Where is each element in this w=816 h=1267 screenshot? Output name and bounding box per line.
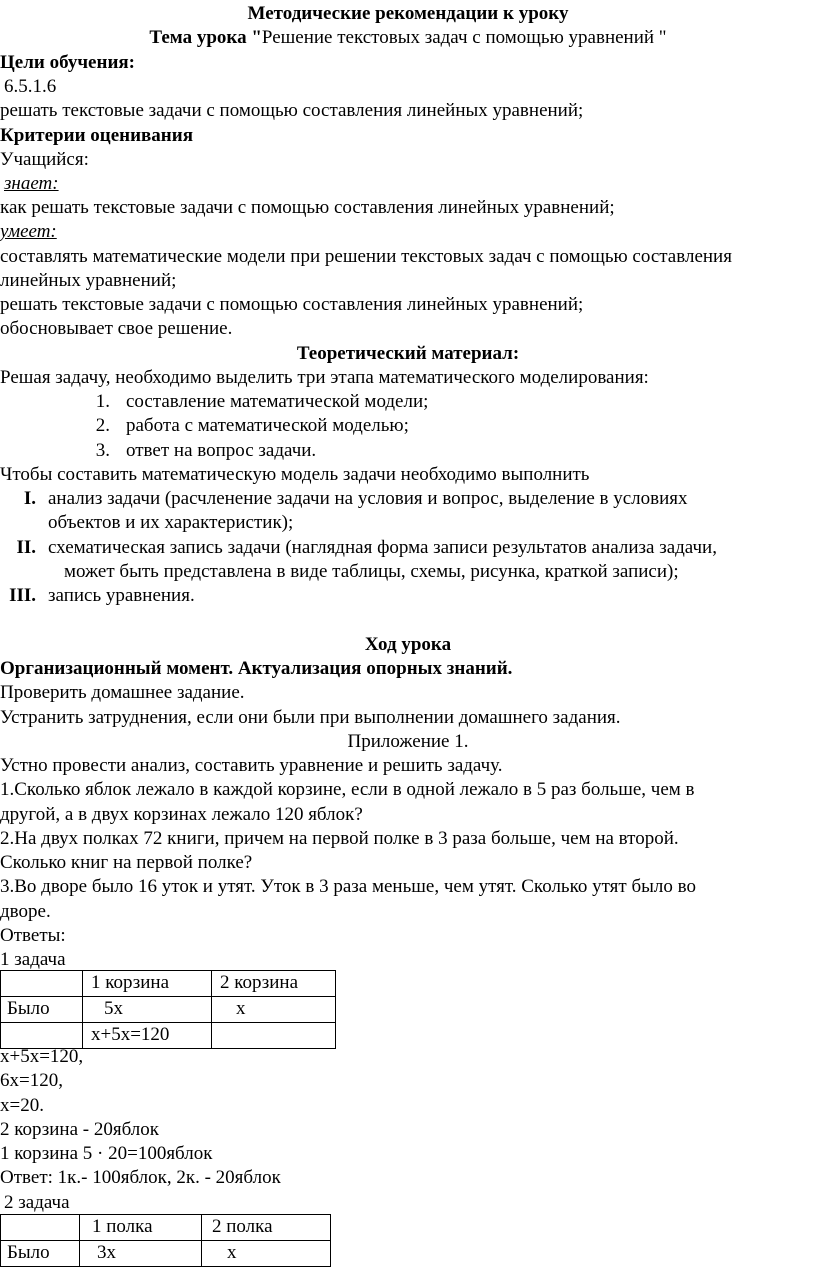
- table-cell: x+5x=120: [83, 1023, 212, 1049]
- table-cell: 2 корзина: [212, 971, 336, 997]
- topic-label: Тема урока ": [149, 27, 262, 48]
- table-cell: 1 полка: [80, 1215, 202, 1241]
- item-number: III.: [9, 585, 36, 606]
- task1-label: 1 задача: [0, 949, 66, 970]
- goal-text: решать текстовые задачи с помощью составления линейных уравнений;: [0, 100, 584, 121]
- step-text: составление математической модели;: [126, 391, 429, 412]
- solution-line: 2 корзина - 20яблок: [0, 1119, 159, 1140]
- table-cell: Было: [1, 1241, 80, 1267]
- lesson-stage: Организационный момент. Актуализация опорных знаний.: [0, 658, 513, 679]
- table-row: [1, 997, 336, 1023]
- item-text: схематическая запись задачи (наглядная форма записи результатов анализа задачи,: [48, 537, 717, 558]
- table-row: [1, 1241, 331, 1267]
- task-text: 3.Во дворе было 16 уток и утят. Уток в 3 раза меньше, чем утят. Сколько утят было во: [0, 876, 696, 897]
- goals-heading: Цели обучения:: [0, 52, 135, 73]
- task1-table: [0, 970, 336, 1049]
- item-text: может быть представлена в виде таблицы, схемы, рисунка, краткой записи);: [64, 561, 679, 582]
- table-cell: x: [212, 997, 336, 1023]
- table-cell: 2 полка: [202, 1215, 331, 1241]
- table-row: [1, 1215, 331, 1241]
- can-text-3: решать текстовые задачи с помощью составления линейных уравнений;: [0, 294, 584, 315]
- task-text: Сколько книг на первой полке?: [0, 852, 253, 873]
- theory-intro: Решая задачу, необходимо выделить три этапа математического моделирования:: [0, 367, 649, 388]
- task-text: 2.На двух полках 72 книги, причем на первой полке в 3 раза больше, чем на второй.: [0, 828, 679, 849]
- lesson-topic: [0, 26, 816, 50]
- can-text-4: обосновывает свое решение.: [0, 318, 233, 339]
- table-cell: [1, 971, 83, 997]
- solution-line: 1 корзина 5 · 20=100яблок: [0, 1143, 213, 1164]
- knows-label: знает:: [4, 173, 59, 194]
- can-text-2: линейных уравнений;: [0, 270, 177, 291]
- item-text: объектов и их характеристик);: [48, 512, 294, 533]
- lesson-heading: Ход урока: [364, 634, 452, 655]
- lesson-line: Проверить домашнее задание.: [0, 682, 245, 703]
- can-text-1: составлять математические модели при решении текстовых задач с помощью составления: [0, 246, 732, 267]
- solution-line: x+5x=120,: [0, 1046, 84, 1067]
- task2-table: [0, 1214, 331, 1267]
- criteria-student: Учащийся:: [0, 149, 89, 170]
- item-text: запись уравнения.: [48, 585, 195, 606]
- item-number: I.: [23, 488, 36, 509]
- table-cell: 1 корзина: [83, 971, 212, 997]
- table-cell: [1, 1215, 80, 1241]
- step-text: ответ на вопрос задачи.: [126, 440, 317, 461]
- lesson-line: Устранить затруднения, если они были при выполнении домашнего задания.: [0, 707, 621, 728]
- table-cell: 3x: [80, 1241, 202, 1267]
- criteria-heading: Критерии оценивания: [0, 125, 193, 146]
- step-number: 2.: [95, 415, 110, 436]
- solution-line: x=20.: [0, 1095, 44, 1116]
- answers-label: Ответы:: [0, 925, 66, 946]
- goal-code: 6.5.1.6: [4, 76, 57, 97]
- table-cell: 5x: [83, 997, 212, 1023]
- solution-line: Ответ: 1к.- 100яблок, 2к. - 20яблок: [0, 1167, 281, 1188]
- can-label: умеет:: [0, 221, 57, 242]
- item-number: II.: [16, 537, 36, 558]
- document-title: Методические рекомендации к уроку: [247, 3, 569, 24]
- task2-label: 2 задача: [4, 1192, 70, 1213]
- table-cell: x: [202, 1241, 331, 1267]
- table-cell: [212, 1023, 336, 1049]
- theory-heading: Теоретический материал:: [296, 343, 520, 364]
- topic-text: Решение текстовых задач с помощью уравнений ": [261, 27, 667, 48]
- task-text: 1.Сколько яблок лежало в каждой корзине, если в одной лежало в 5 раз больше, чем в: [0, 779, 695, 800]
- item-text: анализ задачи (расчленение задачи на условия и вопрос, выделение в условиях: [48, 488, 688, 509]
- table-cell: Было: [1, 997, 83, 1023]
- task-text: дворе.: [0, 901, 51, 922]
- task-text: другой, а в двух корзинах лежало 120 яблок?: [0, 804, 363, 825]
- step-text: работа с математической моделью;: [126, 415, 409, 436]
- step-number: 3.: [95, 440, 110, 461]
- step-number: 1.: [95, 391, 110, 412]
- task-intro: Устно провести анализ, составить уравнение и решить задачу.: [0, 755, 503, 776]
- appendix-label: Приложение 1.: [347, 731, 469, 752]
- table-row: [1, 971, 336, 997]
- knows-text: как решать текстовые задачи с помощью составления линейных уравнений;: [0, 197, 615, 218]
- model-intro: Чтобы составить математическую модель задачи необходимо выполнить: [0, 464, 590, 485]
- solution-line: 6x=120,: [0, 1070, 63, 1091]
